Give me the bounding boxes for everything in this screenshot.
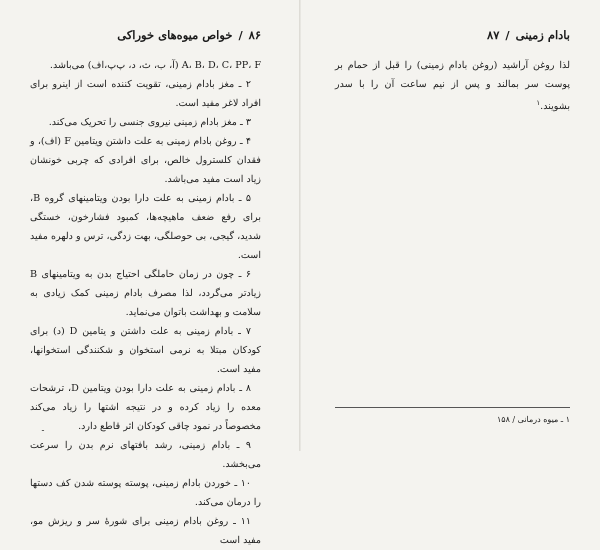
paragraph-10: ۱۰ ـ خوردن بادام زمینی، پوسته پوسته شدن کف دستها را درمان می‌کند. xyxy=(30,478,261,508)
right-page xyxy=(301,0,600,451)
paragraph-5: ۵ ـ بادام زمینی به علت دارا بودن ویتامینهای گروه B، برای رفع ضعف ماهیچه‌ها، کمبود فشارخون، خستگی شدید، گیجی، بی حوصلگی، بهت زدگی، ترس و دلهره مفید است. xyxy=(30,193,261,261)
paragraph-3: ۳ ـ مغز بادام زمینی نیروی جنسی را تحریک می‌کند. xyxy=(48,117,251,128)
footnote-marker: ۱ xyxy=(536,99,541,107)
paragraph-7: ۷ ـ بادام زمینی به علت داشتن و یتامین D (د) برای کودکان مبتلا به نرمی استخوان و شکنندگی استخوانها، مفید است. xyxy=(30,326,261,375)
paragraph-9: ۹ ـ بادام زمینی، رشد بافتهای نرم بدن را سرعت می‌بخشد. xyxy=(30,440,261,470)
footnote-rule xyxy=(335,407,570,408)
right-header-title: بادام زمینی xyxy=(515,28,570,42)
left-header-title: خواص میوه‌های خوراکی xyxy=(117,28,233,42)
paragraph-6: ۶ ـ چون در زمان حاملگی احتیاج بدن به ویتامینهای B زیادتر می‌گردد، لذا مصرف بادام زمینی کمک زیادی به سلامت و بهداشت باتوان می‌نماید. xyxy=(30,269,261,318)
left-page-number: ۸۶ xyxy=(248,28,261,42)
right-header-separator: / xyxy=(505,28,510,42)
footnote-text: ۱ ـ میوه درمانی / ۱۵۸ xyxy=(496,415,570,424)
left-body-text xyxy=(30,56,261,550)
paragraph-2: ۲ ـ مغز بادام زمینی، تقویت کننده است از اینرو برای افراد لاغر مفید است. xyxy=(30,79,261,109)
right-running-head xyxy=(335,28,570,42)
right-paragraph xyxy=(335,56,570,116)
right-paragraph-text: لذا روغن آراشید (روغن بادام زمینی) را قبل از حمام بر پوست سر بمالند و پس از نیم ساعت آن را با سدر بشویند. xyxy=(335,60,570,113)
paragraph-11: ۱۱ ـ روغن بادام زمینی برای شورهٔ سر و ریزش مو، مفید است xyxy=(30,516,261,546)
right-body-text xyxy=(335,56,570,116)
right-page-number: ۸۷ xyxy=(487,28,500,42)
left-running-head xyxy=(30,28,261,42)
left-header-separator: / xyxy=(238,28,243,42)
left-page xyxy=(0,0,299,546)
paragraph-8: ۸ ـ بادام زمینی به علت دارا بودن ویتامین D، ترشحات معده را زیاد کرده و در نتیجه اشتها را زیاد می‌کند مخصوصاً در نمود چاقی کودکان اثر قاطع دارد. xyxy=(30,383,261,432)
paragraph-vitamins: A، B، D، C، PP، F (آ، ب، ث، د، پ‌پ،اف) می‌باشد. xyxy=(49,60,261,71)
paragraph-4: ۴ ـ روغن بادام زمینی به علت داشتن ویتامین F (اف)، و فقدان کلسترول خالص، برای افرادی که چربی خونشان زیاد است مفید می‌باشد. xyxy=(30,136,261,185)
stray-mark: ۔ xyxy=(40,423,46,434)
